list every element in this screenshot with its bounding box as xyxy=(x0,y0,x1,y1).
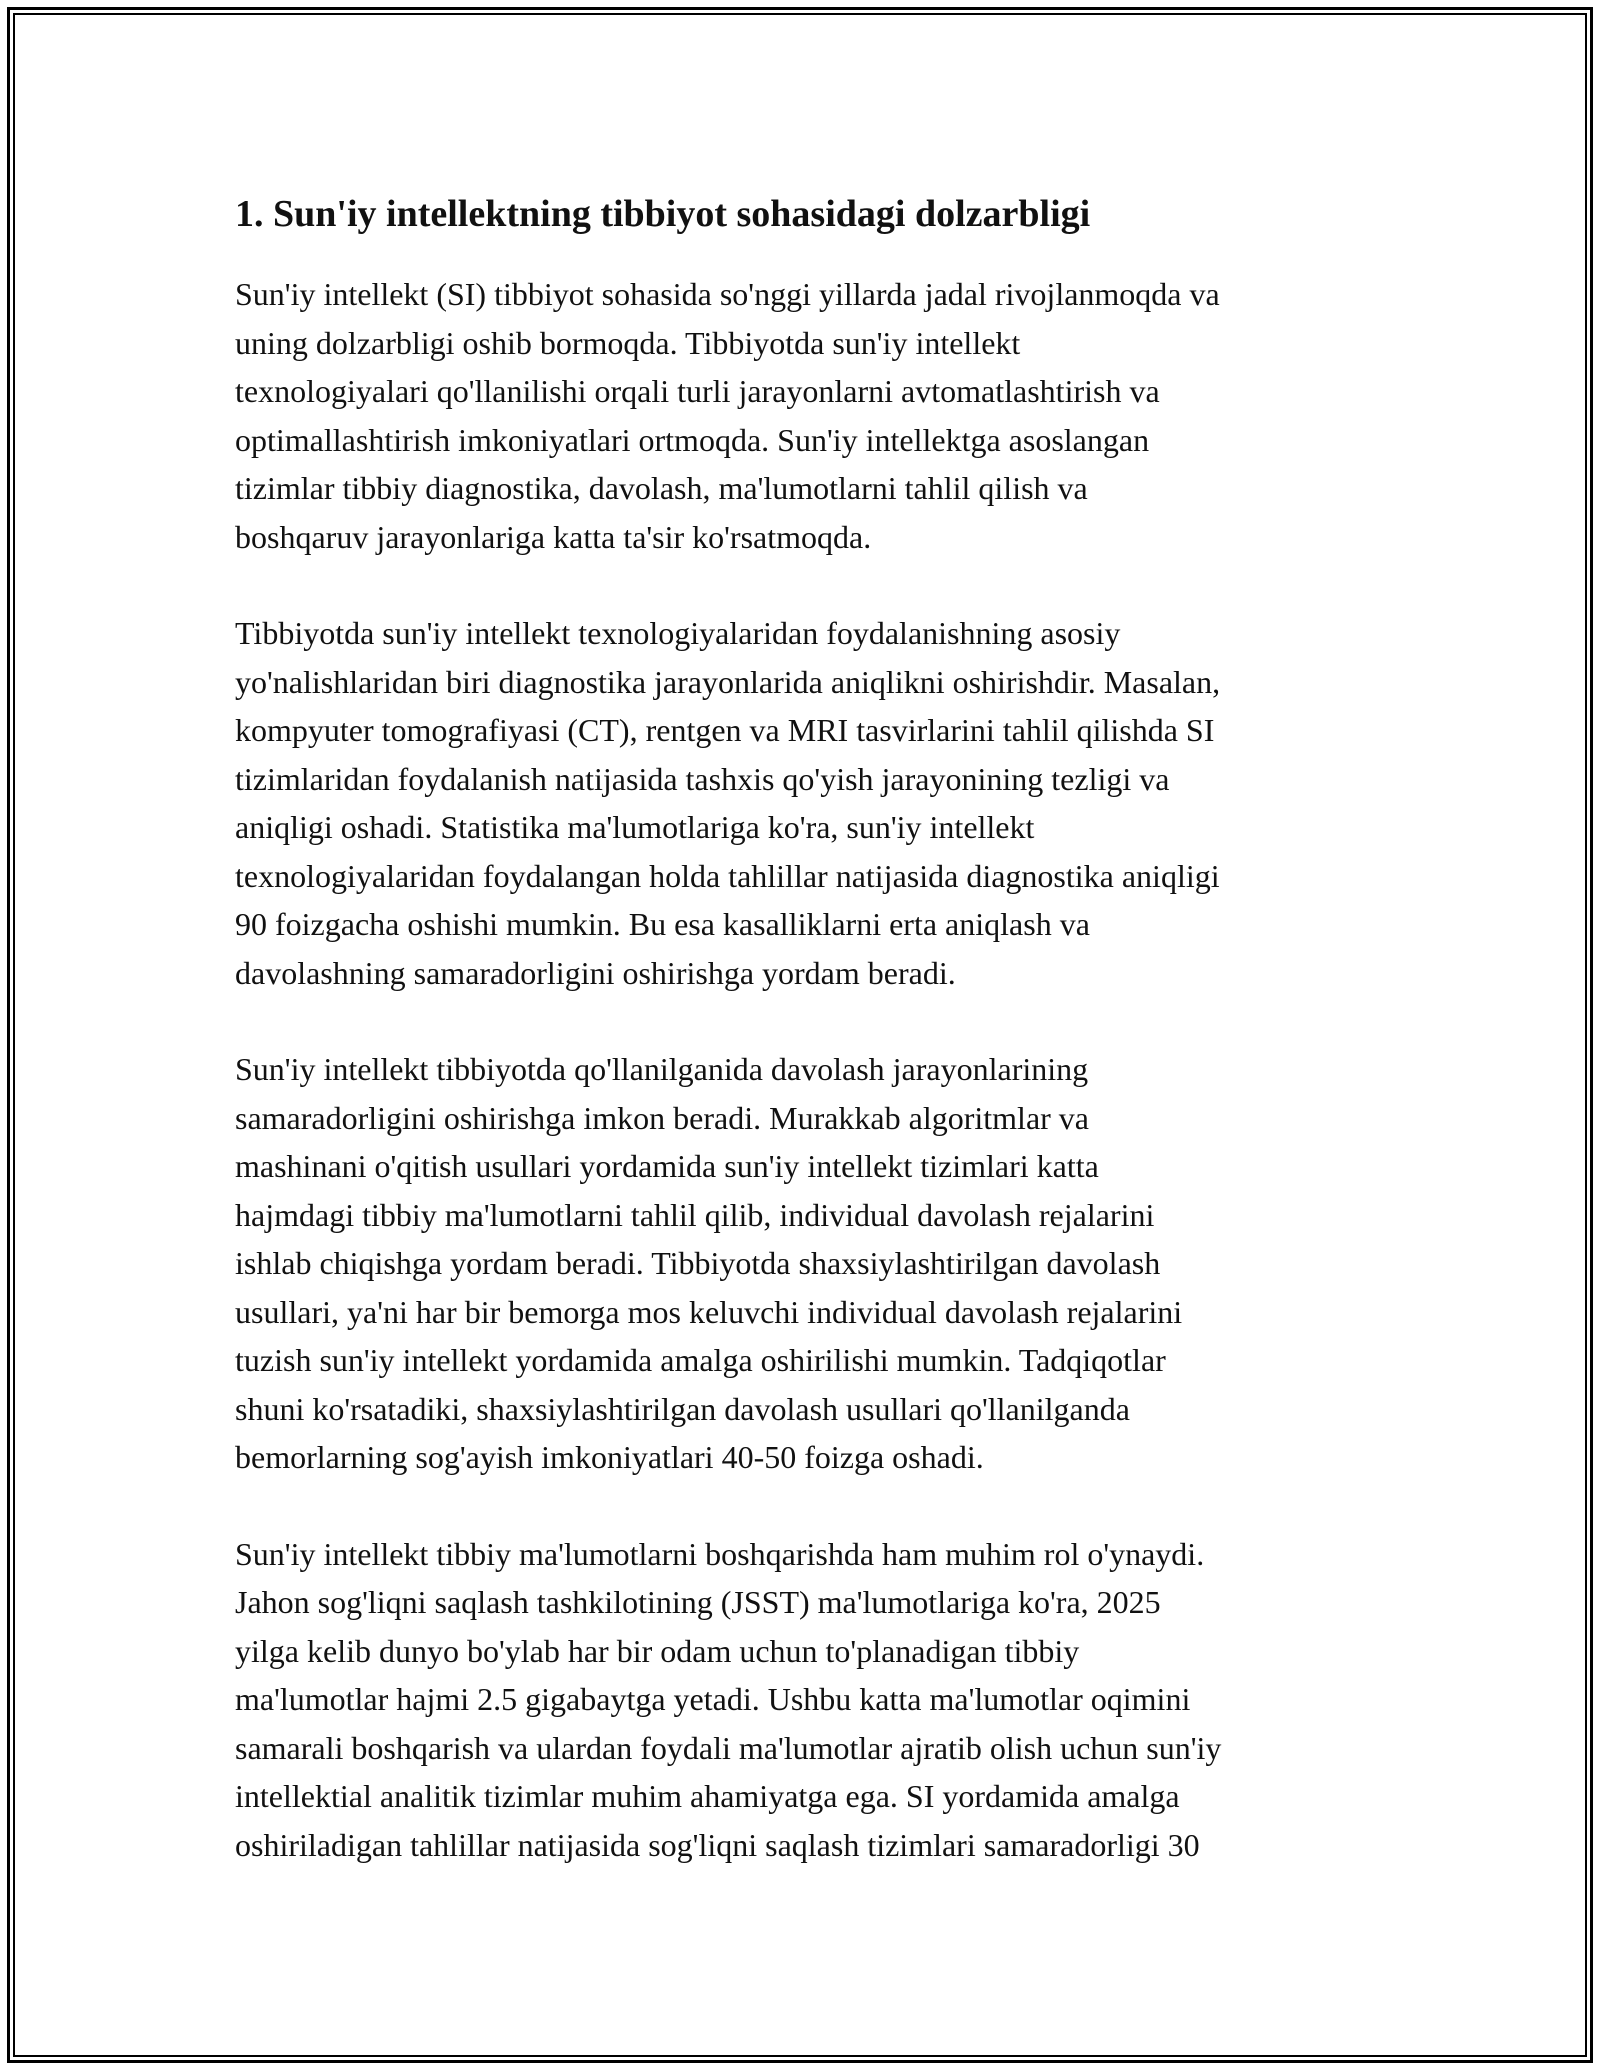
paragraph-line: oshiriladigan tahlillar natijasida sog'liqni saqlash tizimlari samaradorligi 30 xyxy=(235,1826,1200,1863)
paragraph-line: Sun'iy intellekt tibbiy ma'lumotlarni boshqarishda ham muhim rol o'ynaydi. xyxy=(235,1535,1205,1572)
paragraph-line: texnologiyalaridan foydalangan holda tahlillar natijasida diagnostika aniqligi xyxy=(235,857,1220,894)
paragraph xyxy=(235,1530,1385,1870)
paragraph-line: ishlab chiqishga yordam beradi. Tibbiyotda shaxsiylashtirilgan davolash xyxy=(235,1245,1161,1281)
paragraph-line: tizimlar tibbiy diagnostika, davolash, ma'lumotlarni tahlil qilish va xyxy=(235,470,1088,506)
paragraph-line: Sun'iy intellekt (SI) tibbiyot sohasida so'nggi yillarda jadal rivojlanmoqda va xyxy=(235,276,1220,312)
paragraph-line: Sun'iy intellekt tibbiyotda qo'llanilganida davolash jarayonlarining xyxy=(235,1051,1089,1087)
paragraph-line: samaradorligini oshirishga imkon beradi. Murakkab algoritmlar va xyxy=(235,1099,1089,1136)
paragraph-line: samarali boshqarish va ulardan foydali ma'lumotlar ajratib olish uchun sun'iy xyxy=(235,1729,1222,1766)
paragraph-line: usullari, ya'ni har bir bemorga mos keluvchi individual davolash rejalarini xyxy=(235,1293,1183,1330)
paragraph-line: optimallashtirish imkoniyatlari ortmoqda. Sun'iy intellektga asoslangan xyxy=(235,421,1150,458)
paragraph xyxy=(235,1045,1385,1482)
section-title: 1. Sun'iy intellektning tibbiyot sohasidagi dolzarbligi xyxy=(235,193,1091,235)
paragraph-line: Tibbiyotda sun'iy intellekt texnologiyalaridan foydalanishning asosiy xyxy=(235,615,1121,651)
paragraph-line: Jahon sog'liqni saqlash tashkilotining (JSST) ma'lumotlariga ko'ra, 2025 xyxy=(235,1584,1161,1620)
document-page xyxy=(235,186,1385,1917)
paragraph-line: 90 foizgacha oshishi mumkin. Bu esa kasalliklarni erta aniqlash va xyxy=(235,906,1090,942)
paragraph-line: shuni ko'rsatadiki, shaxsiylashtirilgan davolash usullari qo'llanilganda xyxy=(235,1390,1130,1427)
paragraph-line: hajmdagi tibbiy ma'lumotlarni tahlil qilib, individual davolash rejalarini xyxy=(235,1196,1155,1233)
paragraph xyxy=(235,609,1385,997)
paragraph-line: kompyuter tomografiyasi (CT), rentgen va MRI tasvirlarini tahlil qilishda SI xyxy=(235,712,1215,748)
paragraph-line: intellektial analitik tizimlar muhim ahamiyatga ega. SI yordamida amalga xyxy=(235,1778,1180,1814)
paragraph-line: uning dolzarbligi oshib bormoqda. Tibbiyotda sun'iy intellekt xyxy=(235,324,1021,361)
paragraph-line: texnologiyalari qo'llanilishi orqali turli jarayonlarni avtomatlashtirish va xyxy=(235,373,1160,409)
paragraph-line: mashinani o'qitish usullari yordamida sun'iy intellekt tizimlari katta xyxy=(235,1148,1099,1184)
paragraph-line: davolashning samaradorligini oshirishga yordam beradi. xyxy=(235,954,956,991)
paragraph-line: tizimlaridan foydalanish natijasida tashxis qo'yish jarayonining tezligi va xyxy=(235,760,1170,797)
paragraph-line: ma'lumotlar hajmi 2.5 gigabaytga yetadi. Ushbu katta ma'lumotlar oqimini xyxy=(235,1681,1191,1717)
paragraph-line: bemorlarning sog'ayish imkoniyatlari 40-50 foizga oshadi. xyxy=(235,1439,984,1475)
document-body xyxy=(235,270,1385,1869)
paragraph-line: yo'nalishlaridan biri diagnostika jarayonlarida aniqlikni oshirishdir. Masalan, xyxy=(235,663,1221,700)
paragraph-line: boshqaruv jarayonlariga katta ta'sir ko'rsatmoqda. xyxy=(235,518,872,555)
paragraph xyxy=(235,270,1385,561)
paragraph-line: yilga kelib dunyo bo'ylab har bir odam uchun to'planadigan tibbiy xyxy=(235,1632,1080,1669)
paragraph-line: aniqligi oshadi. Statistika ma'lumotlariga ko'ra, sun'iy intellekt xyxy=(235,809,1035,845)
paragraph-line: tuzish sun'iy intellekt yordamida amalga oshirilishi mumkin. Tadqiqotlar xyxy=(235,1342,1166,1378)
